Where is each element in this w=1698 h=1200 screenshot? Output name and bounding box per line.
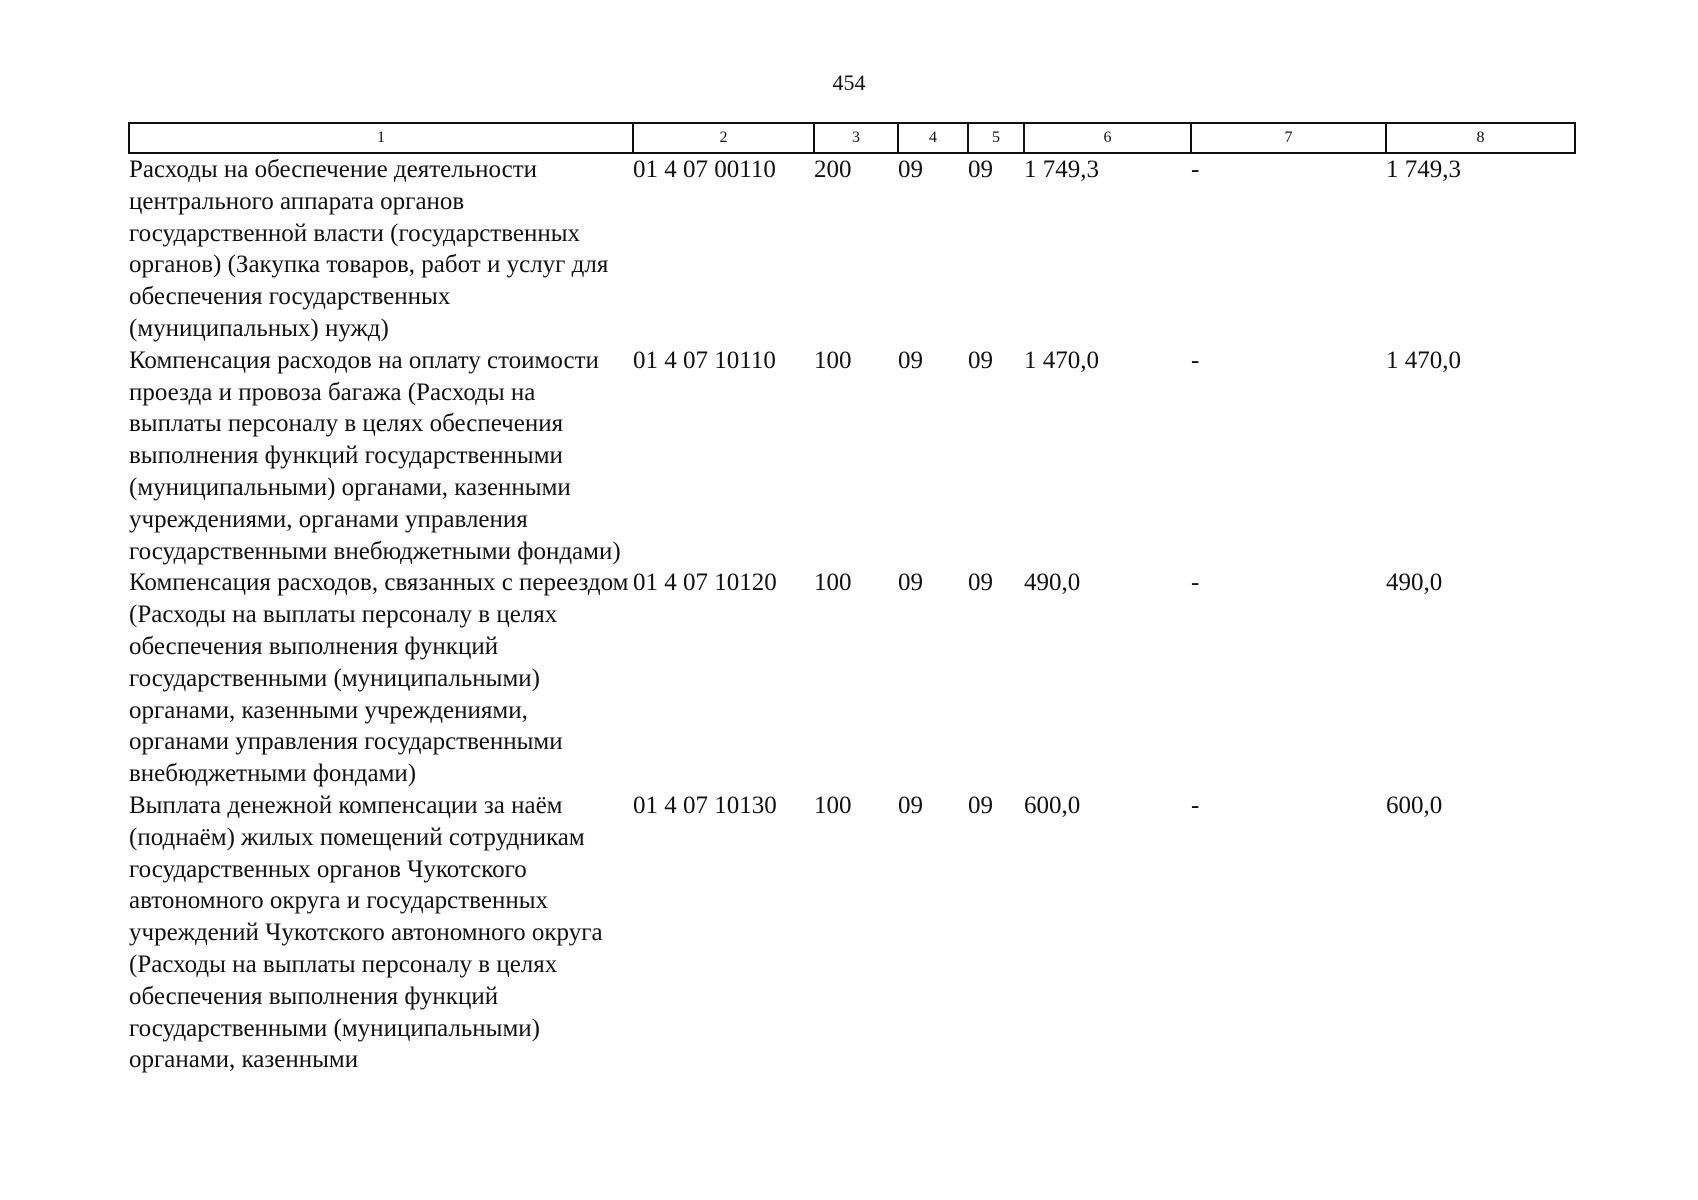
expense-name: Расходы на обеспечение деятельности центрального аппарата органов государственной власти (государственных органов) (Закупка товаров, работ и услуг для обеспечения государственных (муниципальных) нужд) [129, 156, 609, 342]
federal-value: - [1191, 346, 1200, 374]
total-value: 1 749,3 [1386, 156, 1461, 183]
target-code: 01 4 07 10120 [633, 569, 777, 597]
table-row [129, 567, 1575, 790]
header-row [129, 123, 1575, 153]
table-row [129, 345, 1575, 568]
target-code: 01 4 07 10130 [633, 791, 777, 819]
expense-type-code: 200 [814, 156, 852, 183]
subsection-code: 09 [968, 156, 993, 183]
target-code: 01 4 07 00110 [633, 156, 776, 183]
column-header-8: 8 [1386, 123, 1575, 153]
column-header-5: 5 [968, 123, 1024, 153]
table-row [129, 153, 1575, 345]
section-code: 09 [898, 791, 923, 819]
section-code: 09 [898, 569, 923, 597]
table-row [129, 790, 1575, 1076]
column-header-6: 6 [1024, 123, 1191, 153]
total-value: 1 470,0 [1386, 346, 1461, 374]
target-code: 01 4 07 10110 [633, 346, 776, 374]
column-header-4: 4 [898, 123, 968, 153]
amount-value: 600,0 [1024, 791, 1081, 819]
total-value: 490,0 [1386, 569, 1443, 597]
federal-value: - [1191, 569, 1200, 597]
column-header-1: 1 [129, 123, 633, 153]
expense-type-code: 100 [814, 346, 852, 374]
subsection-code: 09 [968, 346, 993, 374]
total-value: 600,0 [1386, 791, 1443, 819]
expense-name: Компенсация расходов, связанных с переездом (Расходы на выплаты персоналу в целях обеспечения выполнения функций государственными (муниципальными) органами, казенными учреждениями, органами управления государственными внебюджетными фондами) [129, 569, 629, 788]
budget-table [128, 122, 1576, 1076]
amount-value: 490,0 [1024, 569, 1081, 597]
expense-type-code: 100 [814, 791, 852, 819]
federal-value: - [1191, 791, 1200, 819]
table-body [129, 153, 1575, 1076]
page-number: 454 [832, 70, 866, 95]
section-code: 09 [898, 156, 923, 183]
section-code: 09 [898, 346, 923, 374]
expense-type-code: 100 [814, 569, 852, 597]
federal-value: - [1191, 156, 1200, 183]
column-header-3: 3 [814, 123, 898, 153]
subsection-code: 09 [968, 569, 993, 597]
amount-value: 1 470,0 [1024, 346, 1099, 374]
amount-value: 1 749,3 [1024, 156, 1099, 183]
expense-name: Компенсация расходов на оплату стоимости проезда и провоза багажа (Расходы на выплаты персоналу в целях обеспечения выполнения функций государственными (муниципальными) органами, казенными учреждениями, органами управления государственными внебюджетными фондами) [129, 346, 621, 565]
column-header-2: 2 [633, 123, 814, 153]
table-header [129, 123, 1575, 153]
column-header-7: 7 [1191, 123, 1386, 153]
expense-name: Выплата денежной компенсации за наём (поднаём) жилых помещений сотрудникам государственных органов Чукотского автономного округа и государственных учреждений Чукотского автономного округа (Расходы на выплаты персоналу в целях обеспечения выполнения функций государственными (муниципальными) органами, казенными [129, 791, 603, 1074]
subsection-code: 09 [968, 791, 993, 819]
